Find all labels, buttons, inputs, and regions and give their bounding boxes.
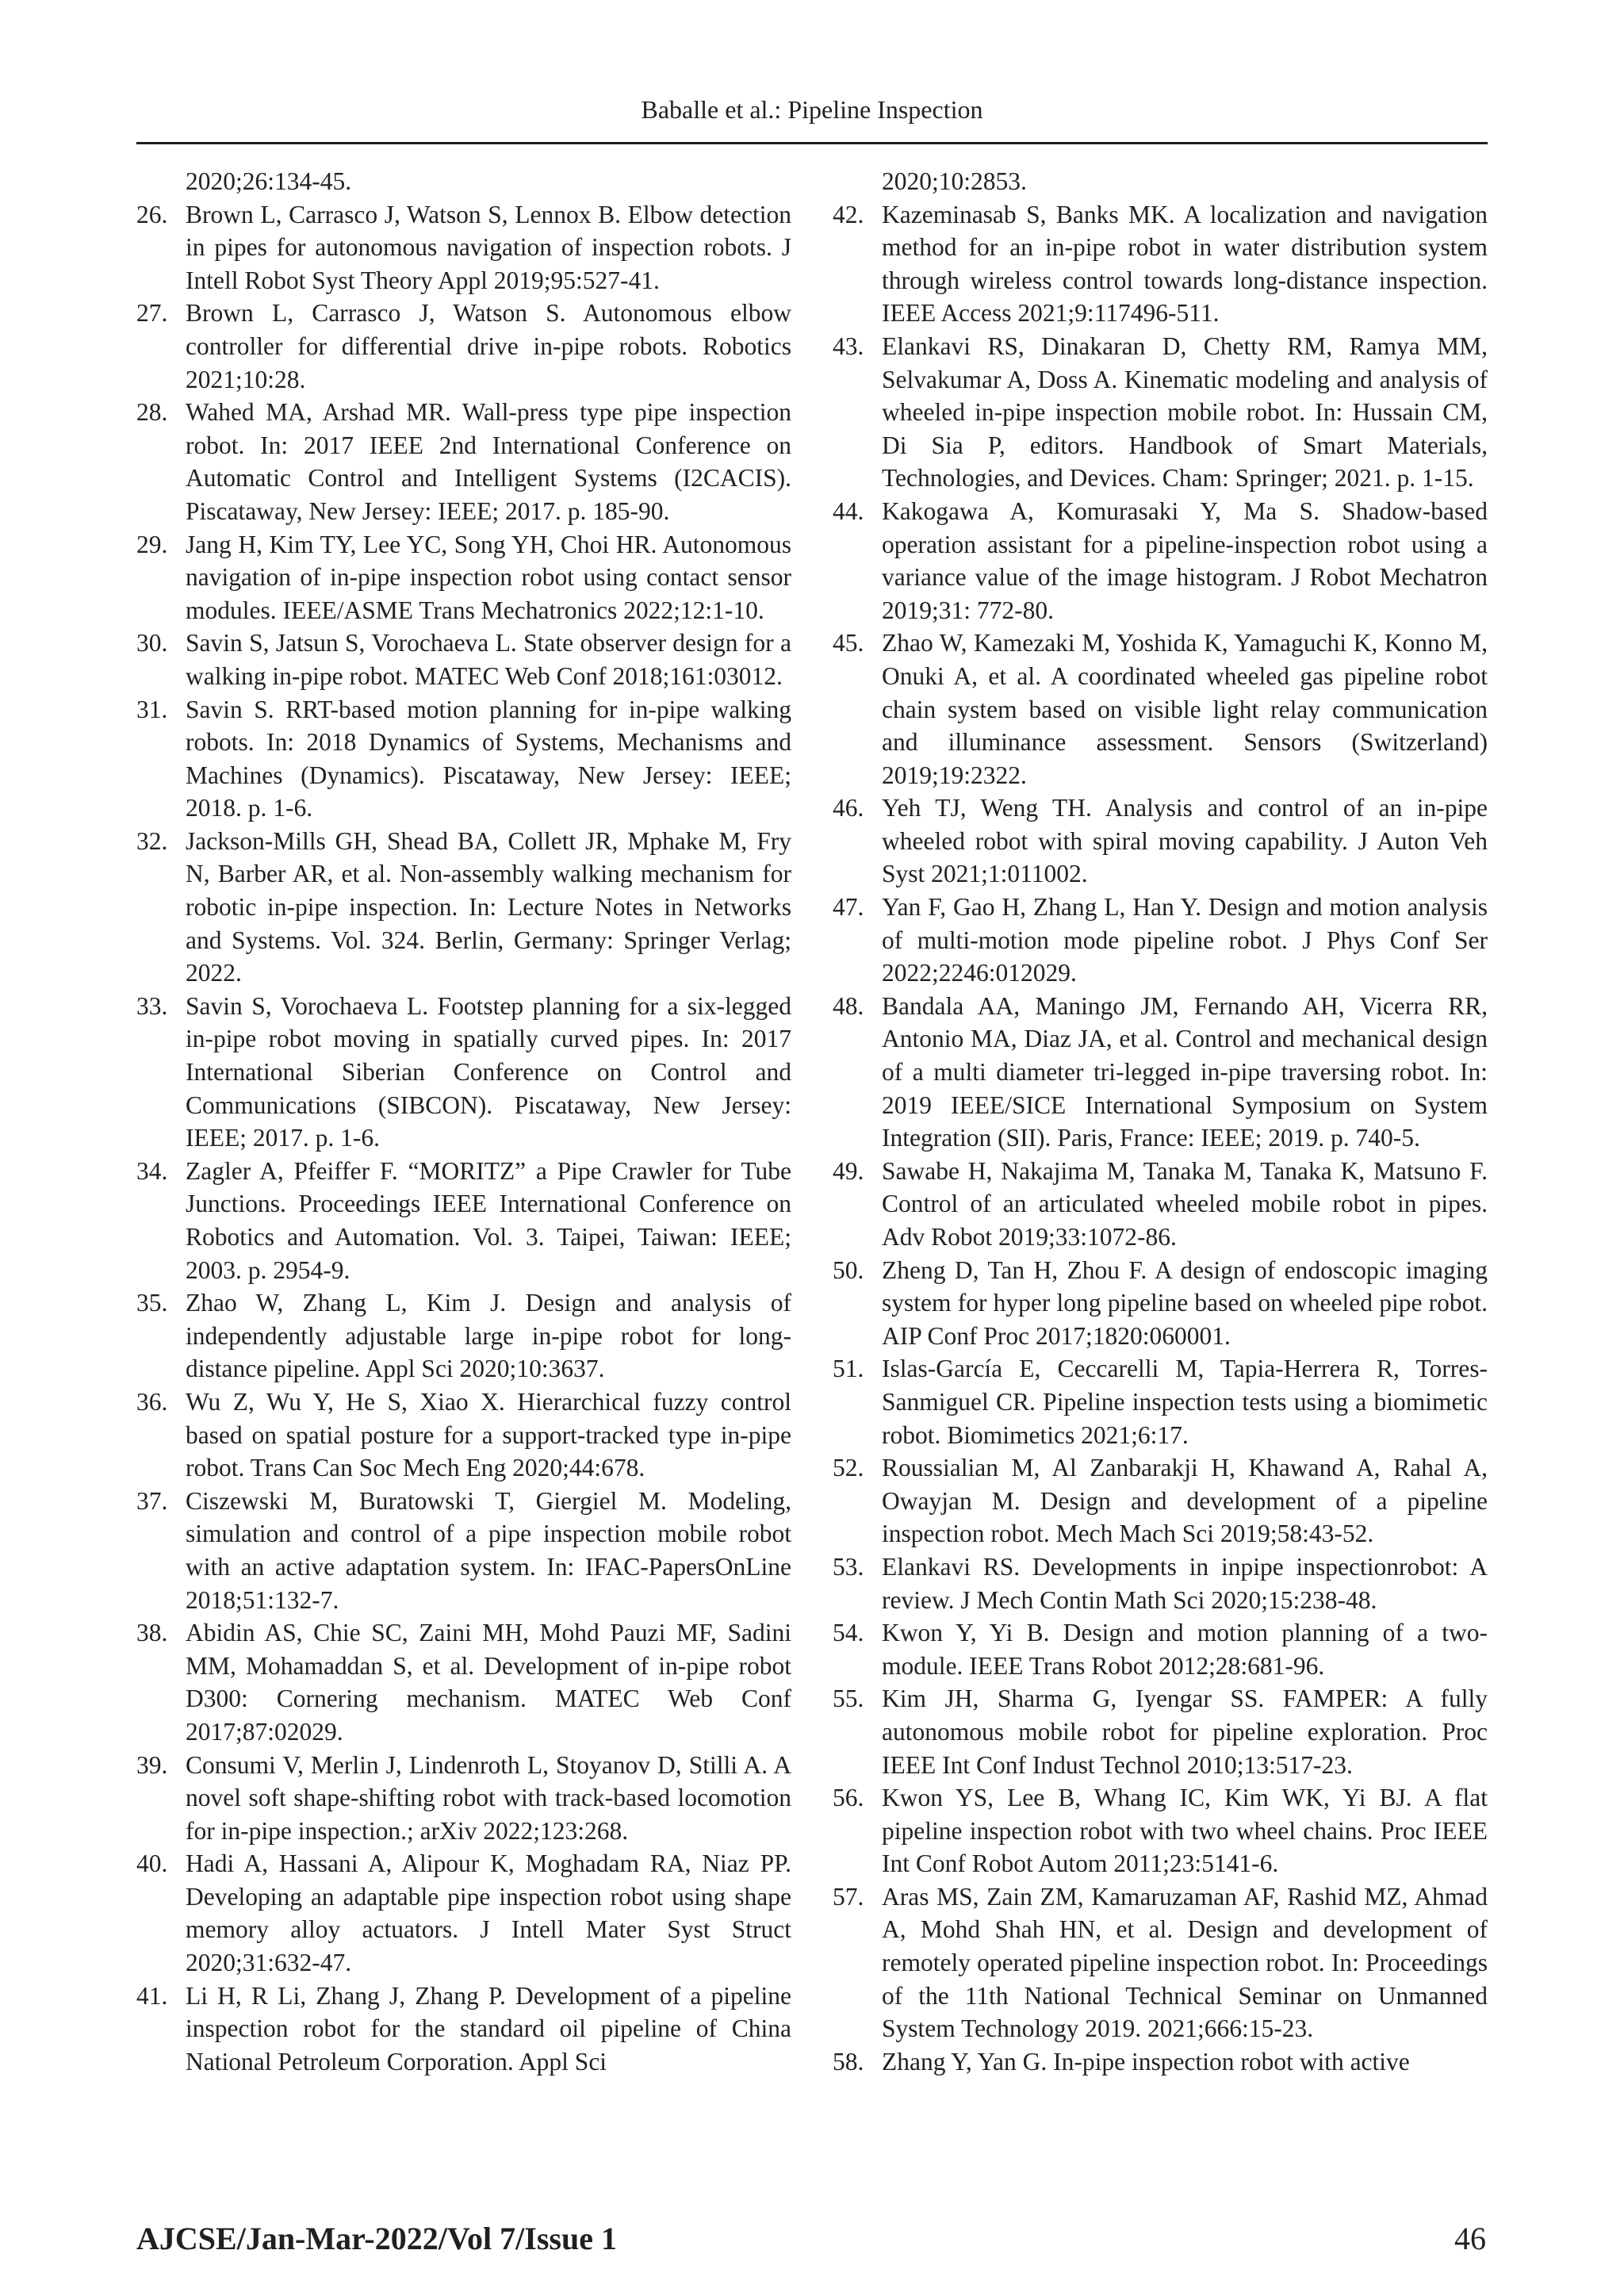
reference-item bbox=[833, 1254, 1488, 1353]
reference-item bbox=[136, 1980, 791, 2079]
reference-item bbox=[136, 1749, 791, 1848]
reference-item bbox=[833, 891, 1488, 990]
reference-list-right bbox=[833, 198, 1488, 2079]
reference-item bbox=[136, 1286, 791, 1386]
reference-text: Bandala AA, Maningo JM, Fernando AH, Vicerra RR, Antonio MA, Diaz JA, et al. Control and mechanical design of a multi diameter tri-legged in-pipe traversing robot. In: 2019 IEEE/SICE International Symposium on System Integration (SII). Paris, France: IEEE; 2019. p. 740-5. bbox=[882, 991, 1488, 1152]
reference-list-left bbox=[136, 198, 791, 2079]
reference-item bbox=[136, 297, 791, 396]
reference-item bbox=[833, 1682, 1488, 1781]
reference-item bbox=[136, 990, 791, 1155]
reference-text: Kwon Y, Yi B. Design and motion planning of a two-module. IEEE Trans Robot 2012;28:681-96. bbox=[882, 1619, 1488, 1680]
reference-number: 43. bbox=[833, 332, 864, 360]
reference-text: Kazeminasab S, Banks MK. A localization and navigation method for an in-pipe robot in water distribution system through wireless control towards long-distance inspection. IEEE Access 2021;9:117496-511. bbox=[882, 200, 1488, 328]
reference-number: 51. bbox=[833, 1355, 864, 1383]
reference-text: Consumi V, Merlin J, Lindenroth L, Stoyanov D, Stilli A. A novel soft shape-shifting robot with track-based locomotion for in-pipe inspection.; arXiv 2022;123:268. bbox=[186, 1750, 791, 1845]
reference-number: 35. bbox=[136, 1289, 168, 1317]
reference-number: 37. bbox=[136, 1486, 168, 1515]
reference-item bbox=[833, 990, 1488, 1155]
reference-item bbox=[136, 627, 791, 692]
reference-item bbox=[136, 1386, 791, 1485]
reference-number: 54. bbox=[833, 1619, 864, 1647]
reference-continuation: 2020;10:2853. bbox=[882, 167, 1027, 195]
reference-number: 38. bbox=[136, 1619, 168, 1647]
reference-number: 26. bbox=[136, 200, 168, 228]
reference-item bbox=[136, 1485, 791, 1616]
references-column-left bbox=[136, 165, 791, 2078]
reference-item bbox=[833, 1352, 1488, 1451]
reference-text: Elankavi RS. Developments in inpipe inspectionrobot: A review. J Mech Contin Math Sci 2020;15:238-48. bbox=[882, 1552, 1488, 1614]
reference-number: 56. bbox=[833, 1784, 864, 1812]
reference-number: 58. bbox=[833, 2047, 864, 2076]
reference-number: 47. bbox=[833, 893, 864, 922]
reference-number: 52. bbox=[833, 1454, 864, 1482]
reference-item bbox=[833, 1781, 1488, 1880]
reference-item bbox=[833, 198, 1488, 330]
reference-number: 46. bbox=[833, 794, 864, 822]
reference-number: 50. bbox=[833, 1255, 864, 1284]
reference-number: 30. bbox=[136, 629, 168, 657]
reference-text: Wahed MA, Arshad MR. Wall-press type pipe inspection robot. In: 2017 IEEE 2nd International Conference on Automatic Control and Intelligent Systems (I2CACIS). Piscataway, New Jersey: IEEE; 2017. p. 185-90. bbox=[186, 398, 791, 525]
reference-number: 39. bbox=[136, 1750, 168, 1779]
reference-number: 49. bbox=[833, 1156, 864, 1185]
running-header: Baballe et al.: Pipeline Inspection bbox=[641, 95, 983, 124]
reference-text: Kim JH, Sharma G, Iyengar SS. FAMPER: A fully autonomous mobile robot for pipeline exploration. Proc IEEE Int Conf Indust Technol 2010;13:517-23. bbox=[882, 1685, 1488, 1779]
reference-number: 33. bbox=[136, 991, 168, 1020]
reference-number: 44. bbox=[833, 496, 864, 525]
reference-number: 42. bbox=[833, 200, 864, 228]
reference-number: 36. bbox=[136, 1387, 168, 1416]
reference-text: Zhang Y, Yan G. In-pipe inspection robot with active bbox=[882, 2047, 1410, 2076]
page-number: 46 bbox=[1454, 2221, 1486, 2256]
reference-item bbox=[833, 1880, 1488, 2045]
reference-text: Yan F, Gao H, Zhang L, Han Y. Design and motion analysis of multi-motion mode pipeline robot. J Phys Conf Ser 2022;2246:012029. bbox=[882, 893, 1488, 987]
reference-number: 45. bbox=[833, 629, 864, 657]
reference-number: 41. bbox=[136, 1981, 168, 2010]
reference-text: Islas-García E, Ceccarelli M, Tapia-Herrera R, Torres-Sanmiguel CR. Pipeline inspection tests using a biomimetic robot. Biomimetics 2021;6:17. bbox=[882, 1355, 1488, 1449]
reference-text: Yeh TJ, Weng TH. Analysis and control of an in-pipe wheeled robot with spiral moving capability. J Auton Veh Syst 2021;1:011002. bbox=[882, 794, 1488, 888]
reference-text: Li H, R Li, Zhang J, Zhang P. Development of a pipeline inspection robot for the standard oil pipeline of China National Petroleum Corporation. Appl Sci bbox=[186, 1981, 791, 2076]
reference-text: Wu Z, Wu Y, He S, Xiao X. Hierarchical fuzzy control based on spatial posture for a support-tracked type in-pipe robot. Trans Can Soc Mech Eng 2020;44:678. bbox=[186, 1387, 791, 1482]
reference-text: Brown L, Carrasco J, Watson S, Lennox B. Elbow detection in pipes for autonomous navigation of inspection robots. J Intell Robot Syst Theory Appl 2019;95:527-41. bbox=[186, 200, 791, 294]
reference-text: Zagler A, Pfeiffer F. “MORITZ” a Pipe Crawler for Tube Junctions. Proceedings IEEE International Conference on Robotics and Automation. Vol. 3. Taipei, Taiwan: IEEE; 2003. p. 2954-9. bbox=[186, 1156, 791, 1284]
reference-item bbox=[136, 528, 791, 627]
reference-text: Kwon YS, Lee B, Whang IC, Kim WK, Yi BJ. A flat pipeline inspection robot with two wheel chains. Proc IEEE Int Conf Robot Autom 2011;23:5141-6. bbox=[882, 1784, 1488, 1878]
reference-item bbox=[136, 396, 791, 527]
reference-number: 32. bbox=[136, 826, 168, 855]
reference-item bbox=[136, 198, 791, 297]
reference-text: Jang H, Kim TY, Lee YC, Song YH, Choi HR. Autonomous navigation of in-pipe inspection robot using contact sensor modules. IEEE/ASME Trans Mechatronics 2022;12:1-10. bbox=[186, 530, 791, 624]
reference-number: 28. bbox=[136, 398, 168, 427]
header-divider bbox=[136, 142, 1488, 144]
footer-journal-info: AJCSE/Jan-Mar-2022/Vol 7/Issue 1 bbox=[136, 2221, 617, 2256]
reference-text: Roussialian M, Al Zanbarakji H, Khawand A, Rahal A, Owayjan M. Design and development of a pipeline inspection robot. Mech Mach Sci 2019;58:43-52. bbox=[882, 1454, 1488, 1548]
reference-number: 31. bbox=[136, 695, 168, 723]
reference-text: Zheng D, Tan H, Zhou F. A design of endoscopic imaging system for hyper long pipeline based on wheeled pipe robot. AIP Conf Proc 2017;1820:060001. bbox=[882, 1255, 1488, 1350]
reference-text: Abidin AS, Chie SC, Zaini MH, Mohd Pauzi MF, Sadini MM, Mohamaddan S, et al. Development of in-pipe robot D300: Cornering mechanism. MATEC Web Conf 2017;87:02029. bbox=[186, 1619, 791, 1746]
reference-item bbox=[833, 330, 1488, 495]
reference-item bbox=[833, 2045, 1488, 2079]
reference-text: Hadi A, Hassani A, Alipour K, Moghadam RA, Niaz PP. Developing an adaptable pipe inspection robot using shape memory alloy actuators. J Intell Mater Syst Struct 2020;31:632-47. bbox=[186, 1849, 791, 1977]
reference-number: 57. bbox=[833, 1882, 864, 1911]
reference-number: 29. bbox=[136, 530, 168, 558]
reference-text: Savin S, Jatsun S, Vorochaeva L. State observer design for a walking in-pipe robot. MATEC Web Conf 2018;161:03012. bbox=[186, 629, 791, 690]
reference-number: 55. bbox=[833, 1685, 864, 1713]
reference-item bbox=[833, 1550, 1488, 1616]
reference-item bbox=[833, 1616, 1488, 1682]
reference-text: Savin S, Vorochaeva L. Footstep planning for a six-legged in-pipe robot moving in spatially curved pipes. In: 2017 International Siberian Conference on Control and Communications (SIBCON). Piscataway, New Jersey: IEEE; 2017. p. 1-6. bbox=[186, 991, 791, 1152]
reference-text: Jackson-Mills GH, Shead BA, Collett JR, Mphake M, Fry N, Barber AR, et al. Non-assembly walking mechanism for robotic in-pipe inspection. In: Lecture Notes in Networks and Systems. Vol. 324. Berlin, Germany: Springer Verlag; 2022. bbox=[186, 826, 791, 987]
reference-item bbox=[833, 1155, 1488, 1254]
reference-item bbox=[136, 1847, 791, 1979]
references-column-right bbox=[833, 165, 1488, 2078]
reference-text: Aras MS, Zain ZM, Kamaruzaman AF, Rashid MZ, Ahmad A, Mohd Shah HN, et al. Design and development of remotely operated pipeline inspection robot. In: Proceedings of the 11th National Technical Seminar on Unmanned System Technology 2019. 2021;666:15-23. bbox=[882, 1882, 1488, 2043]
reference-number: 34. bbox=[136, 1156, 168, 1185]
reference-item bbox=[136, 1155, 791, 1286]
reference-text: Ciszewski M, Buratowski T, Giergiel M. Modeling, simulation and control of a pipe inspection mobile robot with an active adaptation system. In: IFAC-PapersOnLine 2018;51:132-7. bbox=[186, 1486, 791, 1614]
reference-number: 40. bbox=[136, 1849, 168, 1878]
reference-text: Savin S. RRT-based motion planning for in-pipe walking robots. In: 2018 Dynamics of Systems, Mechanisms and Machines (Dynamics). Piscataway, New Jersey: IEEE; 2018. p. 1-6. bbox=[186, 695, 791, 822]
reference-item bbox=[136, 1616, 791, 1748]
reference-item bbox=[833, 627, 1488, 792]
reference-number: 27. bbox=[136, 299, 168, 328]
reference-continuation: 2020;26:134-45. bbox=[186, 167, 352, 195]
reference-text: Sawabe H, Nakajima M, Tanaka M, Tanaka K, Matsuno F. Control of an articulated wheeled mobile robot in pipes. Adv Robot 2019;33:1072-86. bbox=[882, 1156, 1488, 1251]
reference-text: Zhao W, Zhang L, Kim J. Design and analysis of independently adjustable large in-pipe robot for long-distance pipeline. Appl Sci 2020;10:3637. bbox=[186, 1289, 791, 1383]
reference-item bbox=[833, 1451, 1488, 1550]
reference-item bbox=[136, 693, 791, 825]
reference-item bbox=[833, 792, 1488, 891]
reference-text: Kakogawa A, Komurasaki Y, Ma S. Shadow-based operation assistant for a pipeline-inspection robot using a variance value of the image histogram. J Robot Mechatron 2019;31: 772-80. bbox=[882, 496, 1488, 624]
reference-item bbox=[833, 495, 1488, 627]
reference-text: Zhao W, Kamezaki M, Yoshida K, Yamaguchi K, Konno M, Onuki A, et al. A coordinated wheeled gas pipeline robot chain system based on visible light relay communication and illuminance assessment. Sensors (Switzerland) 2019;19:2322. bbox=[882, 629, 1488, 789]
reference-item bbox=[136, 825, 791, 990]
reference-text: Brown L, Carrasco J, Watson S. Autonomous elbow controller for differential drive in-pipe robots. Robotics 2021;10:28. bbox=[186, 299, 791, 393]
reference-number: 48. bbox=[833, 991, 864, 1020]
reference-number: 53. bbox=[833, 1552, 864, 1581]
reference-text: Elankavi RS, Dinakaran D, Chetty RM, Ramya MM, Selvakumar A, Doss A. Kinematic modeling and analysis of wheeled in-pipe inspection mobile robot. In: Hussain CM, Di Sia P, editors. Handbook of Smart Materials, Technologies, and Devices. Cham: Springer; 2021. p. 1-15. bbox=[882, 332, 1488, 493]
